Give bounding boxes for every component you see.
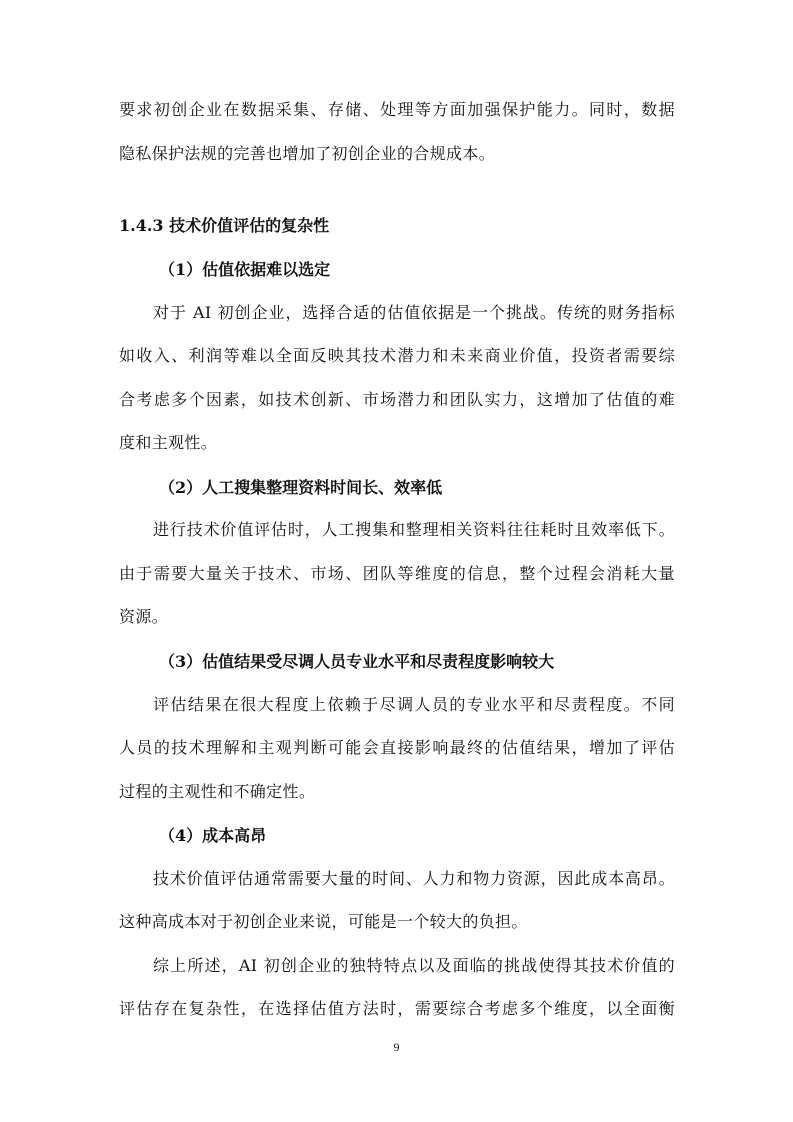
- section-heading: 1.4.3 技术价值评估的复杂性: [119, 216, 330, 235]
- paragraph-line: 隐私保护法规的完善也增加了初创企业的合规成本。: [119, 144, 496, 163]
- paragraph-line: 进行技术价值评估时，人工搜集和整理相关资料往往耗时且效率低下。: [153, 520, 675, 539]
- paragraph-line: 由于需要大量关于技术、市场、团队等维度的信息，整个过程会消耗大量: [119, 564, 675, 583]
- subsection-heading: （4）成本高昂: [159, 826, 267, 845]
- paragraph-line: 人员的技术理解和主观判断可能会直接影响最终的估值结果，增加了评估: [119, 738, 675, 757]
- paragraph-line: 过程的主观性和不确定性。: [119, 782, 316, 801]
- paragraph-line: 综上所述，AI 初创企业的独特特点以及面临的挑战使得其技术价值的: [153, 956, 675, 975]
- paragraph-line: 对于 AI 初创企业，选择合适的估值依据是一个挑战。传统的财务指标: [153, 303, 675, 322]
- paragraph-line: 度和主观性。: [119, 433, 218, 452]
- subsection-heading: （2）人工搜集整理资料时间长、效率低: [159, 478, 443, 497]
- paragraph-line: 如收入、利润等难以全面反映其技术潜力和未来商业价值，投资者需要综: [119, 346, 675, 365]
- paragraph-line: 技术价值评估通常需要大量的时间、人力和物力资源，因此成本高昂。: [153, 869, 675, 888]
- paragraph-line: 合考虑多个因素，如技术创新、市场潜力和团队实力，这增加了估值的难: [119, 390, 675, 409]
- paragraph-line: 资源。: [119, 607, 169, 626]
- subsection-heading: （1）估值依据难以选定: [159, 260, 331, 279]
- page-number: 9: [393, 1040, 400, 1054]
- paragraph-line: 这种高成本对于初创企业来说，可能是一个较大的负担。: [119, 912, 528, 931]
- paragraph-line: 评估结果在很大程度上依赖于尽调人员的专业水平和尽责程度。不同: [153, 695, 675, 714]
- paragraph-line: 要求初创企业在数据采集、存储、处理等方面加强保护能力。同时，数据: [119, 100, 675, 119]
- paragraph-line: 评估存在复杂性，在选择估值方法时，需要综合考虑多个维度，以全面衡: [119, 999, 675, 1018]
- subsection-heading: （3）估值结果受尽调人员专业水平和尽责程度影响较大: [159, 652, 555, 671]
